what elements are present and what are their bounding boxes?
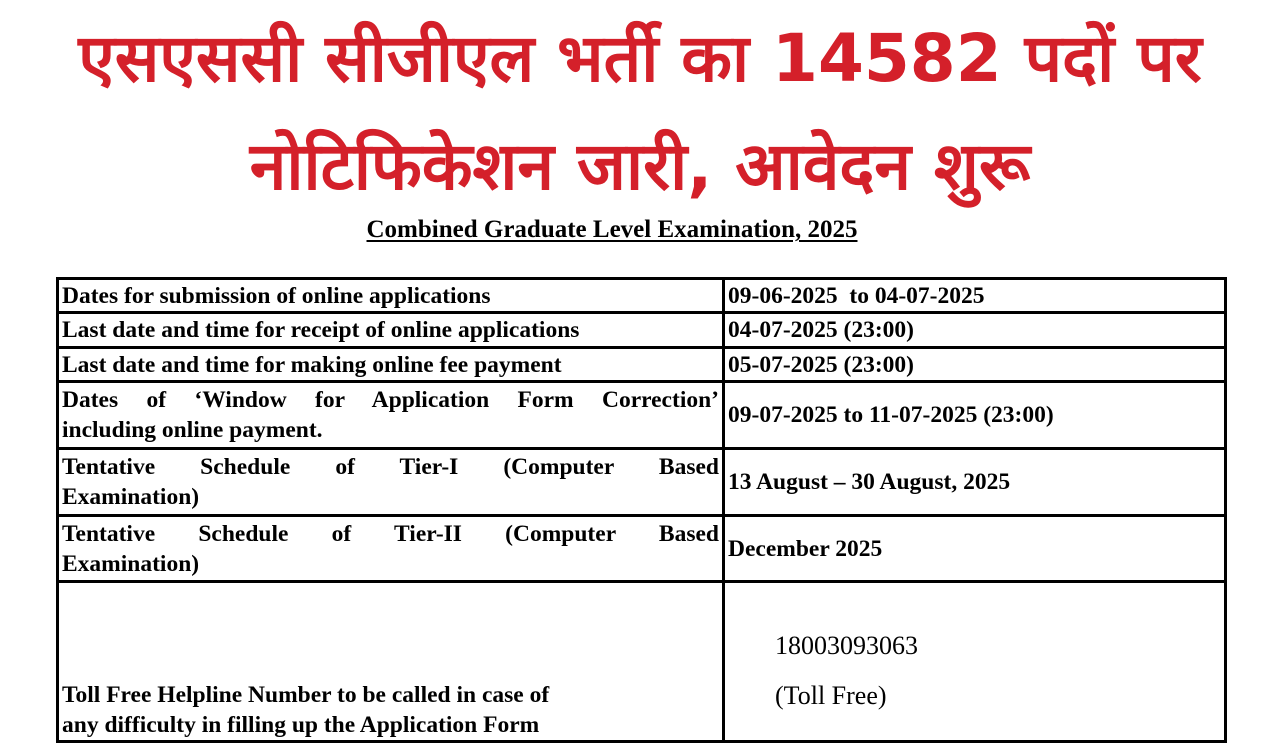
row-label — [58, 382, 724, 449]
document-subtitle: Combined Graduate Level Examination, 2025 — [366, 216, 858, 243]
row-label — [58, 449, 724, 516]
helpline-label-line-1: Toll Free Helpline Number to be called in case of — [62, 682, 550, 708]
row-value: 13 August – 30 August, 2025 — [724, 449, 1226, 516]
row-value: 09-06-2025 to 04-07-2025 — [724, 279, 1226, 313]
helpline-label — [58, 582, 724, 742]
row-label-line-2: Examination) — [62, 484, 200, 510]
table-row — [58, 516, 1226, 582]
row-label — [58, 516, 724, 582]
table-row — [58, 582, 1226, 742]
row-label-line-1: Tentative Schedule of Tier-II (Computer Based — [62, 520, 719, 547]
helpline-number: 18003093063 — [775, 631, 918, 660]
row-value: 09-07-2025 to 11-07-2025 (23:00) — [724, 382, 1226, 449]
helpline-note: (Toll Free) — [775, 681, 887, 710]
table-row — [58, 348, 1226, 382]
row-label-line-1: Tentative Schedule of Tier-I (Computer Based — [62, 454, 719, 480]
row-value: December 2025 — [724, 516, 1226, 582]
row-label: Last date and time for receipt of online applications — [58, 313, 724, 348]
table-row — [58, 313, 1226, 348]
helpline-value — [724, 582, 1226, 742]
row-label: Dates for submission of online applications — [58, 279, 724, 313]
row-value: 05-07-2025 (23:00) — [724, 348, 1226, 382]
table-row — [58, 382, 1226, 449]
row-label-line-1: Dates of ‘Window for Application Form Correction’ — [62, 387, 719, 413]
row-label: Last date and time for making online fee payment — [58, 348, 724, 382]
headline-line-1: एसएससी सीजीएल भर्ती का 14582 पदों पर — [78, 20, 1202, 97]
table-row — [58, 449, 1226, 516]
helpline-label-line-2: any difficulty in filling up the Application Form — [62, 712, 540, 738]
row-label-line-2: including online payment. — [62, 417, 323, 443]
headline-line-2: नोटिफिकेशन जारी, आवेदन शुरू — [249, 128, 1031, 205]
row-label-line-2: Examination) — [62, 550, 200, 577]
row-value: 04-07-2025 (23:00) — [724, 313, 1226, 348]
schedule-table — [56, 277, 1227, 743]
table-row — [58, 279, 1226, 313]
